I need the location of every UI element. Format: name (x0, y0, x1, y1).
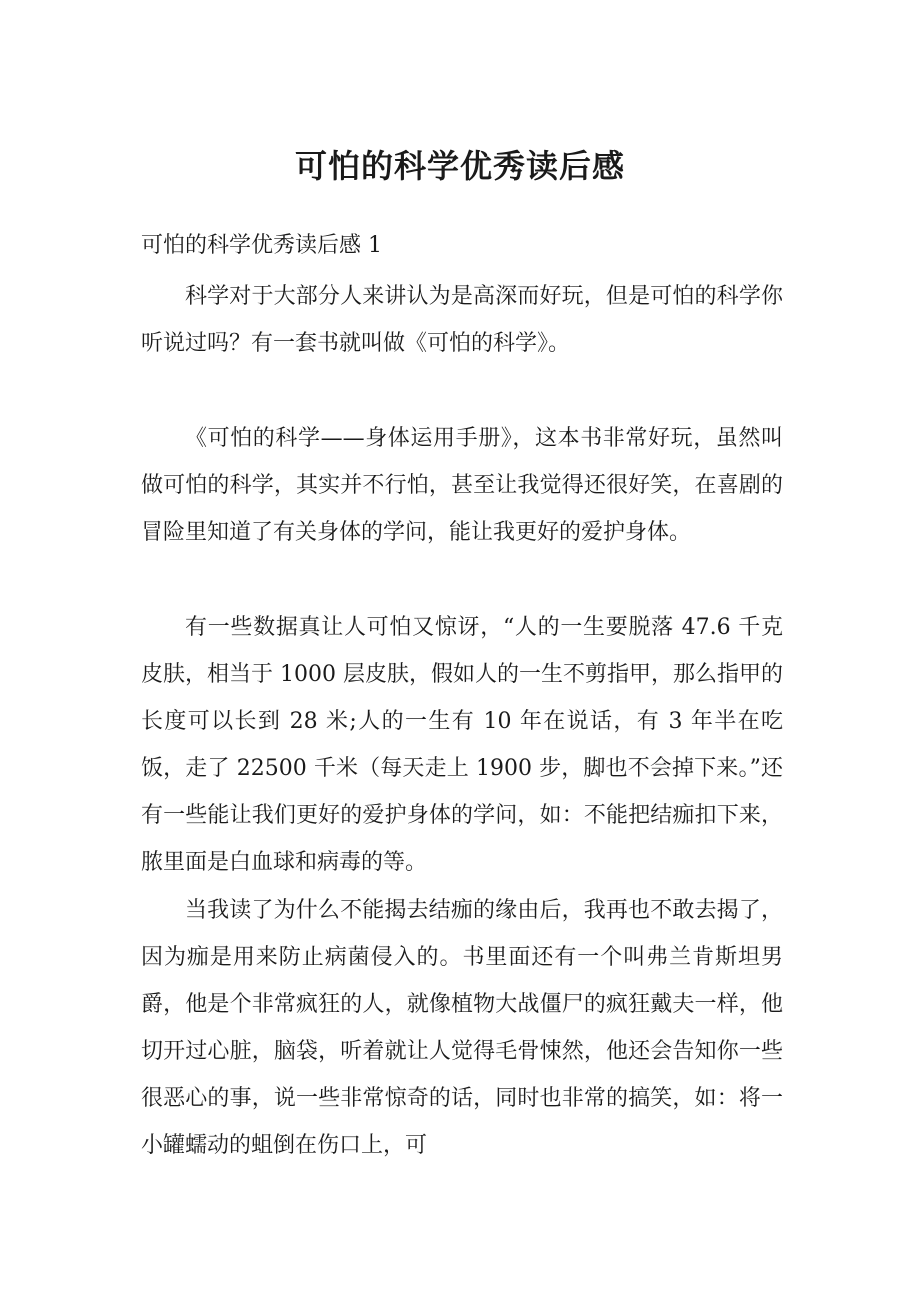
paragraph-4: 当我读了为什么不能揭去结痂的缘由后，我再也不敢去揭了，因为痂是用来防止病菌侵入的。书里面还有一个叫弗兰肯斯坦男爵，他是个非常疯狂的人，就像植物大战僵尸的疯狂戴夫一样，他切开过心脏，脑袋，听着就让人觉得毛骨悚然，他还会告知你一些很恶心的事，说一些非常惊奇的话，同时也非常的搞笑，如：将一小罐蠕动的蛆倒在伤口上，可 (141, 898, 783, 1158)
paragraph-1: 科学对于大部分人来讲认为是高深而好玩，但是可怕的科学你听说过吗？有一套书就叫做《可怕的科学》。 (141, 284, 783, 356)
paragraph-3: 有一些数据真让人可怕又惊讶，“人的一生要脱落 47.6 千克皮肤，相当于 1000 层皮肤，假如人的一生不剪指甲，那么指甲的长度可以长到 28 米;人的一生有 10 年在说话，有 3 年半在吃饭，走了 22500 千米（每天走上 1900 步，脚也不会掉下来。”还有一些能让我们更好的爱护身体的学问，如：不能把结痂扣下来，脓里面是白血球和病毒的等。 (141, 615, 783, 875)
paragraph-2: 《可怕的科学——身体运用手册》，这本书非常好玩，虽然叫做可怕的科学，其实并不行怕，甚至让我觉得还很好笑，在喜剧的冒险里知道了有关身体的学问，能让我更好的爱护身体。 (141, 426, 783, 545)
document-title: 可怕的科学优秀读后感 (294, 147, 625, 185)
section-heading: 可怕的科学优秀读后感 1 (141, 233, 382, 258)
